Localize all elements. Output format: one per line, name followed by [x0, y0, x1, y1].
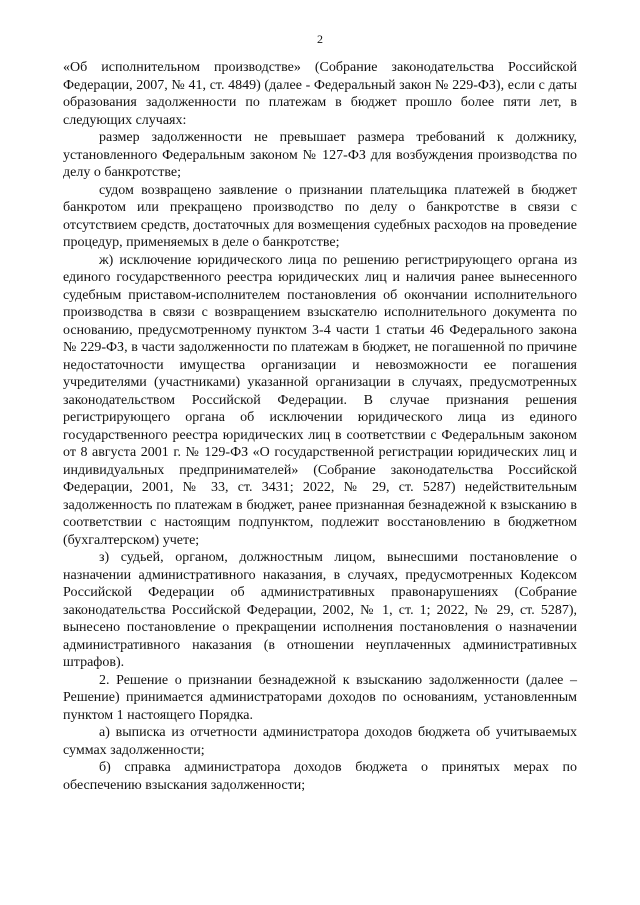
- paragraph-item-b: б) справка администратора доходов бюджета о принятых мерах по обеспечению взыскания задолженности;: [63, 760, 577, 793]
- paragraph-item-a: а) выписка из отчетности администратора доходов бюджета об учитываемых суммах задолженности;: [63, 725, 577, 758]
- paragraph-section-2: 2. Решение о признании безнадежной к взысканию задолженности (далее – Решение) принимается администраторами доходов по основаниям, установленным пунктом 1 настоящего Порядка.: [63, 672, 577, 723]
- page-number: 2: [317, 32, 323, 46]
- paragraph-debt-size: размер задолженности не превышает размера требований к должнику, установленного Федеральным законом № 127-ФЗ для возбуждения производства по делу о банкротстве;: [63, 130, 577, 180]
- document-body: [63, 59, 577, 794]
- paragraph-continuation: «Об исполнительном производстве» (Собрание законодательства Российской Федерации, 2007, № 41, ст. 4849) (далее - Федеральный закон № 229-ФЗ), если с даты образования задолженности по платежам в бюджет прошло более пяти лет, в следующих случаях:: [63, 60, 577, 128]
- paragraph-item-zh: ж) исключение юридического лица по решению регистрирующего органа из единого государственного реестра юридических лиц и наличия ранее вынесенного судебным приставом-исполнителем постановления об окончании исполнительного производства в связи с возвращением взыскателю исполнительного документа по основанию, предусмотренному пунктом 3-4 части 1 статьи 46 Федерального закона № 229-ФЗ, в части задолженности по платежам в бюджет, не погашенной по причине недостаточности имущества организации и невозможности ее погашения учредителями (участниками) указанной организации в случаях, предусмотренных законодательством Российской Федерации. В случае признания решения регистрирующего органа об исключении юридического лица из единого государственного реестра юридических лиц в соответствии с Федеральным законом от 8 августа 2001 г. № 129-ФЗ «О государственной регистрации юридических лиц и индивидуальных предпринимателей» (Собрание законодательства Российской Федерации, 2001, № 33, ст. 3431; 2022, № 29, ст. 5287) недействительным задолженность по платежам в бюджет, ранее признанная безнадежной к взысканию в соответствии с настоящим подпунктом, подлежит восстановлению в бюджетном (бухгалтерском) учете;: [63, 252, 577, 548]
- paragraph-bankruptcy-returned: судом возвращено заявление о признании плательщика платежей в бюджет банкротом или прекращено производство по делу о банкротстве в связи с отсутствием средств, достаточных для возмещения судебных расходов на проведение процедур, применяемых в деле о банкротстве;: [63, 182, 577, 250]
- paragraph-item-z: з) судьей, органом, должностным лицом, вынесшими постановление о назначении административного наказания, в случаях, предусмотренных Кодексом Российской Федерации об административных правонарушениях (Собрание законодательства Российской Федерации, 2002, № 1, ст. 1; 2022, № 29, ст. 5287), вынесено постановление о прекращении исполнения постановления о назначении административного наказания (в отношении неуплаченных административных штрафов).: [63, 550, 577, 670]
